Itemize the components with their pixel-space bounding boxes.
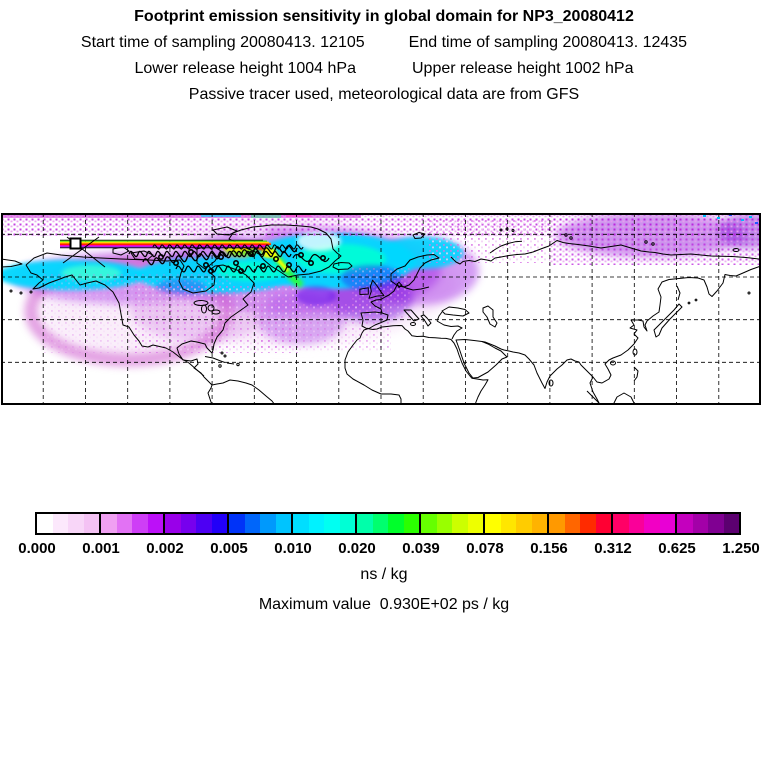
colorbar-cell	[596, 514, 612, 533]
colorbar-segment	[549, 514, 613, 533]
colorbar-cell	[468, 514, 484, 533]
colorbar-cell	[245, 514, 261, 533]
release-location-marker	[71, 239, 81, 249]
colorbar-segment	[485, 514, 549, 533]
colorbar-cell	[84, 514, 100, 533]
start-time-text: Start time of sampling 20080413. 12105	[80, 34, 365, 51]
colorbar-segment	[677, 514, 739, 533]
colorbar-tick-label: 0.156	[530, 540, 568, 557]
colorbar-tick-label: 0.039	[402, 540, 440, 557]
colorbar-cell	[324, 514, 340, 533]
colorbar-cell	[404, 514, 420, 533]
colorbar-cell	[485, 514, 501, 533]
colorbar-cell	[580, 514, 596, 533]
colorbar-cell	[693, 514, 709, 533]
colorbar-cell	[724, 514, 740, 533]
page-title: Footprint emission sensitivity in global domain for NP3_20080412	[134, 8, 634, 25]
colorbar-cell	[660, 514, 676, 533]
colorbar-ticks	[0, 540, 768, 558]
tracer-info-text: Passive tracer used, meteorological data are from GFS	[188, 86, 580, 103]
colorbar-cell	[37, 514, 53, 533]
colorbar-segment	[37, 514, 101, 533]
colorbar-cell	[708, 514, 724, 533]
colorbar-cell	[501, 514, 517, 533]
colorbar-segment	[613, 514, 677, 533]
colorbar-cell	[516, 514, 532, 533]
colorbar-cell	[549, 514, 565, 533]
colorbar-segment	[165, 514, 229, 533]
colorbar-unit-label: ns / kg	[360, 566, 408, 583]
colorbar-tick-label: 1.250	[722, 540, 760, 557]
colorbar-cell	[132, 514, 148, 533]
colorbar-cell	[53, 514, 69, 533]
map-svg	[1, 213, 761, 405]
colorbar-cell	[229, 514, 245, 533]
colorbar-tick-label: 0.020	[338, 540, 376, 557]
colorbar-cell	[293, 514, 309, 533]
colorbar-cell	[677, 514, 693, 533]
colorbar-cell	[101, 514, 117, 533]
colorbar-cell	[613, 514, 629, 533]
colorbar-tick-label: 0.002	[146, 540, 184, 557]
colorbar-tick-label: 0.312	[594, 540, 632, 557]
colorbar-tick-label: 0.000	[18, 540, 56, 557]
colorbar-cell	[260, 514, 276, 533]
colorbar-cell	[388, 514, 404, 533]
colorbar-cell	[421, 514, 437, 533]
colorbar-cell	[212, 514, 228, 533]
colorbar-tick-label: 0.078	[466, 540, 504, 557]
colorbar-cell	[340, 514, 356, 533]
colorbar-cell	[644, 514, 660, 533]
colorbar-cell	[68, 514, 84, 533]
world-map	[1, 213, 761, 405]
colorbar-cell	[532, 514, 548, 533]
colorbar-cell	[452, 514, 468, 533]
colorbar-cell	[165, 514, 181, 533]
colorbar-tick-label: 0.010	[274, 540, 312, 557]
colorbar-segment	[229, 514, 293, 533]
colorbar-cell	[357, 514, 373, 533]
colorbar	[35, 512, 741, 535]
colorbar-segment	[421, 514, 485, 533]
colorbar-cell	[276, 514, 292, 533]
colorbar-cell	[196, 514, 212, 533]
colorbar-segment	[101, 514, 165, 533]
colorbar-cell	[437, 514, 453, 533]
colorbar-tick-label: 0.005	[210, 540, 248, 557]
colorbar-segment	[357, 514, 421, 533]
colorbar-cell	[565, 514, 581, 533]
max-value-label: Maximum value 0.930E+02 ps / kg	[258, 596, 510, 613]
colorbar-cell	[629, 514, 645, 533]
colorbar-tick-label: 0.625	[658, 540, 696, 557]
colorbar-cell	[181, 514, 197, 533]
upper-height-text: Upper release height 1002 hPa	[412, 60, 634, 77]
lower-height-text: Lower release height 1004 hPa	[134, 60, 356, 77]
colorbar-segment	[293, 514, 357, 533]
sampling-times-line	[0, 34, 768, 52]
colorbar-tick-label: 0.001	[82, 540, 120, 557]
release-heights-line	[0, 60, 768, 78]
colorbar-cell	[117, 514, 133, 533]
colorbar-cell	[309, 514, 325, 533]
end-time-text: End time of sampling 20080413. 12435	[408, 34, 688, 51]
colorbar-cell	[148, 514, 164, 533]
colorbar-cell	[373, 514, 389, 533]
